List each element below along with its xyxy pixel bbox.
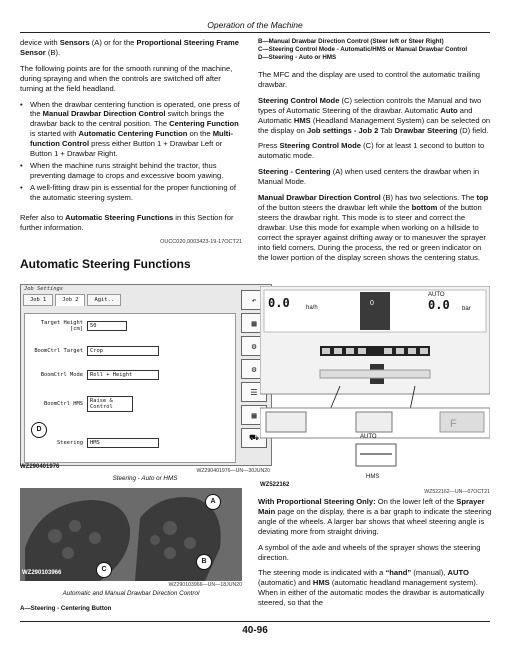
- fig1-id: WZ290401976: [20, 464, 60, 470]
- legend-a: A—Steering - Centering Button: [20, 605, 112, 612]
- page-number: 40-96: [242, 625, 268, 636]
- auto-indicator: AUTO: [428, 292, 445, 298]
- callout-c: C: [96, 562, 112, 578]
- area-rate-unit: ha/h: [306, 305, 318, 311]
- table-icon[interactable]: ▦: [241, 405, 267, 425]
- settings-gear-icon[interactable]: ⚙: [241, 336, 267, 356]
- screen-title: Job Settings: [24, 286, 63, 292]
- field-steering: Steering HMS: [29, 438, 159, 448]
- callout-d: D: [31, 422, 47, 438]
- right-column-lower: [258, 497, 492, 614]
- page-header: Operation of the Machine: [207, 20, 303, 30]
- left-column: [20, 38, 242, 274]
- steering-select[interactable]: HMS: [87, 438, 159, 448]
- mode-auto-label: AUTO: [360, 434, 377, 440]
- manual-drawbar-paragraph: Manual Drawbar Direction Control (B) has two selections. The top of the button steers the drawbar left while the bottom of the button steers the drawbar right. This mode is to steer and correct the drawbar. Use this mode for example when working on a hillside to correct the sprayer against drifting away or to maneuver the sprayer into field corners. During the process, the red or green indicator on the lower portion of the display screen shows the centering status.: [258, 193, 489, 262]
- tab-job-2[interactable]: Job 2: [55, 294, 85, 306]
- boomctrl-hms-select[interactable]: Raise & Control: [87, 396, 133, 412]
- tractor-icon[interactable]: ⛟: [241, 428, 267, 448]
- field-target-height: Target Height [cm] 50: [29, 320, 127, 332]
- boomctrl-mode-select[interactable]: Roll + Height: [87, 370, 159, 380]
- callout-a: A: [205, 494, 221, 510]
- right-column: [258, 38, 492, 268]
- field-boomctrl-hms: BoomCtrl HMS Raise & Control: [29, 396, 133, 412]
- boomctrl-target-select[interactable]: Crop: [87, 346, 159, 356]
- fig2-caption: Automatic and Manual Drawbar Direction Control: [62, 590, 200, 597]
- fig3-id: WZ522162: [260, 482, 290, 488]
- screen-tabs: [21, 294, 271, 306]
- pressure-unit: bar: [462, 306, 471, 312]
- points-paragraph: The following points are for the smooth running of the machine, during spraying and when the controls are switched off after turning at the field headland.: [20, 63, 233, 93]
- steering-mode-indicator-paragraph: The steering mode is indicated with a “hand” (manual), AUTO (automatic) and HMS (automatic headland management system). When in either of the automatic modes the drawbar is automatically steered, so that the: [258, 568, 485, 608]
- points-list: [20, 100, 242, 203]
- fig3-code: WZ522162—UN—07OCT21: [424, 489, 490, 495]
- fig1-caption: Steering - Auto or HMS: [112, 475, 178, 482]
- legend-bcd: B—Manual Drawbar Direction Control (Steer left or Steer Right) C—Steering Control Mode - Automatic/HMS or Manual Drawbar Control D—Steering - Auto or HMS: [258, 38, 468, 61]
- mfc-paragraph: The MFC and the display are used to control the automatic trailing drawbar.: [258, 70, 481, 89]
- list-icon[interactable]: ☰: [241, 382, 267, 402]
- steering-mode-paragraph: Steering Control Mode (C) selection controls the Manual and two types of Automatic Steering of the drawbar. Automatic Auto and Automatic HMS (Headland Management System) can be selected on the display on Job settings - Job 2 Tab Drawbar Steering (D) field.: [258, 95, 491, 135]
- pressure-readout: 0.0: [428, 298, 450, 312]
- steering-display-diagram: [260, 286, 490, 482]
- tab-job-1[interactable]: Job 1: [23, 294, 53, 306]
- footer-rule: [20, 621, 490, 622]
- fig1-code: WZ290401976—UN—30JUN20: [196, 468, 270, 474]
- field-boomctrl-target: BoomCtrl Target Crop: [29, 346, 159, 356]
- proportional-paragraph: With Proportional Steering Only: On the lower left of the Sprayer Main page on the display, there is a bar graph to indicate the steering angle of the wheels. A larger bar shows that wheel steering angle is deviating more from straight driving.: [258, 497, 492, 536]
- reference-code: OUCC020,0003423-19-17OCT21: [160, 239, 242, 246]
- back-button[interactable]: ↶: [241, 290, 267, 310]
- intro-paragraph: device with Sensors (A) or for the Proportional Steering Frame Sensor (B).: [20, 38, 240, 57]
- mode-hms-label: HMS: [366, 474, 380, 480]
- field-boomctrl-mode: BoomCtrl Mode Roll + Height: [29, 370, 159, 380]
- f-label: F: [450, 418, 457, 430]
- centering-paragraph: Steering - Centering (A) when used centers the drawbar when in Manual Mode.: [258, 167, 480, 187]
- refer-paragraph: Refer also to Automatic Steering Functions in this Section for further information.: [20, 212, 234, 232]
- list-item: • When the machine runs straight behind the tractor, thus preventing damage to crops and excessive boom yawing.: [20, 161, 242, 181]
- target-height-input[interactable]: 50: [87, 321, 127, 331]
- fig2-id: WZ290103966: [22, 570, 62, 576]
- list-item: • A well-fitting draw pin is essential for the proper functioning of the automatic steering system.: [20, 183, 242, 203]
- section-title: Automatic Steering Functions: [20, 257, 191, 272]
- job-settings-screen: [20, 284, 272, 466]
- header-rule: [20, 32, 490, 33]
- fig2-code: WZ290103966—UN—18JUN20: [168, 582, 242, 588]
- press-paragraph: Press Steering Control Mode (C) for at least 1 second to button to automatic mode.: [258, 141, 485, 161]
- area-rate-readout: 0.0: [268, 296, 290, 310]
- axle-symbol-paragraph: A symbol of the axle and wheels of the sprayer shows the steering direction.: [258, 542, 481, 562]
- list-item: • When the drawbar centering function is operated, one press of the Manual Drawbar Direction Control switch brings the drawbar back to the central position. The Centering Function is started with Automatic Centering Function on the Multi-function Control press either Button 1 + Drawbar Left or Button 1 + Drawbar Right.: [20, 100, 242, 159]
- machine-icon[interactable]: ⚙: [241, 359, 267, 379]
- callout-b: B: [196, 554, 212, 570]
- settings-panel: [24, 313, 236, 463]
- tab-agitation[interactable]: Agit..: [87, 294, 120, 306]
- center-readout: 0: [370, 300, 374, 307]
- grid-icon[interactable]: ▦: [241, 313, 267, 333]
